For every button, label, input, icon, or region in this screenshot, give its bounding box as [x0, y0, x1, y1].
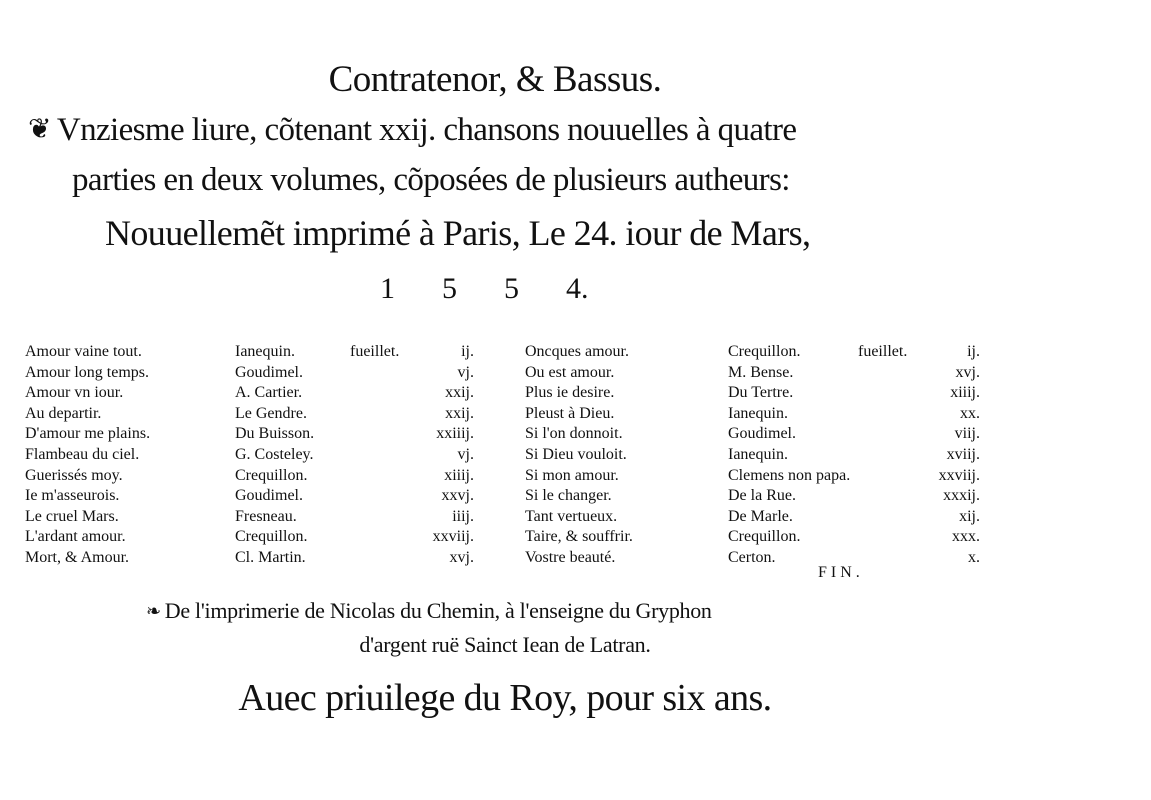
chanson-title: D'amour me plains.	[25, 425, 151, 443]
composer-name: Goudimel.	[728, 425, 796, 443]
chanson-title: Pleust à Dieu.	[525, 404, 615, 422]
folio-number: xiiij.	[444, 466, 474, 484]
folio-number: xxviij.	[432, 528, 474, 546]
folio-number: xxvj.	[441, 487, 474, 505]
folio-number: xxij.	[445, 384, 474, 402]
chanson-title: L'ardant amour.	[25, 528, 126, 546]
year-digit: 1	[380, 272, 395, 305]
folio-number: ij.	[967, 343, 980, 360]
toc-row	[0, 445, 1151, 465]
composer-name: Ianequin.	[235, 343, 295, 360]
folio-number: iiij.	[452, 507, 474, 525]
composer-name: Crequillon.	[235, 466, 308, 484]
composer-name: Ianequin.	[728, 404, 788, 422]
composer-name: Le Gendre.	[235, 404, 307, 422]
voice-parts-heading: Contratenor, & Bassus.	[328, 59, 662, 100]
chanson-title: Amour vaine tout.	[25, 343, 142, 360]
toc-row	[0, 363, 1151, 383]
folio-number: x.	[968, 549, 980, 566]
folio-number: xviij.	[946, 446, 980, 463]
chanson-title: Ie m'asseurois.	[25, 487, 120, 505]
composer-name: Ianequin.	[728, 446, 788, 463]
fleuron-ornament-icon: ❦	[28, 114, 51, 145]
toc-row	[0, 342, 1151, 362]
chanson-title: Au departir.	[25, 404, 102, 422]
composer-name: De Marle.	[728, 507, 793, 525]
toc-row	[0, 404, 1151, 424]
composer-name: Crequillon.	[728, 343, 801, 360]
folio-number: ij.	[461, 343, 474, 360]
composer-name: De la Rue.	[728, 487, 796, 505]
fueillet-label: fueillet.	[350, 343, 400, 360]
chanson-title: Amour vn iour.	[25, 384, 124, 402]
folio-number: xvj.	[955, 363, 980, 381]
chanson-title: Taire, & souffrir.	[525, 528, 633, 546]
chanson-title: Plus ie desire.	[525, 384, 615, 402]
toc-row	[0, 424, 1151, 444]
toc-row	[0, 548, 1151, 568]
chanson-title: Ou est amour.	[525, 363, 615, 381]
chanson-title: Si l'on donnoit.	[525, 425, 623, 443]
toc-row	[0, 466, 1151, 486]
composer-name: Crequillon.	[728, 528, 801, 546]
toc-row	[0, 507, 1151, 527]
chanson-title: Flambeau du ciel.	[25, 446, 140, 463]
title-line-1	[28, 112, 796, 149]
publication-year	[380, 272, 628, 306]
folio-number: xij.	[959, 507, 980, 525]
composer-name: Du Buisson.	[235, 425, 315, 443]
folio-number: xx.	[960, 404, 980, 422]
composer-name: Certon.	[728, 549, 776, 566]
folio-number: xxiiij.	[436, 425, 474, 443]
chanson-title: Tant vertueux.	[525, 507, 618, 525]
fueillet-label: fueillet.	[858, 343, 908, 360]
year-digit: 4.	[566, 272, 589, 305]
year-digit: 5	[442, 272, 457, 305]
chanson-title: Vostre beauté.	[525, 549, 616, 566]
composer-name: A. Cartier.	[235, 384, 303, 402]
composer-name: G. Costeley.	[235, 446, 314, 463]
year-digit: 5	[504, 272, 519, 305]
toc-row	[0, 527, 1151, 547]
title-line-2: parties en deux volumes, cõposées de plusieurs autheurs:	[72, 162, 790, 198]
composer-name: Crequillon.	[235, 528, 308, 546]
composer-name: Du Tertre.	[728, 384, 794, 402]
chanson-title: Si mon amour.	[525, 466, 619, 484]
imprint-line-2: d'argent ruë Sainct Iean de Latran.	[359, 632, 651, 657]
chanson-title: Si le changer.	[525, 487, 612, 505]
composer-name: M. Bense.	[728, 363, 794, 381]
folio-number: vj.	[457, 446, 474, 463]
toc-row	[0, 486, 1151, 506]
title-line-1-text: Vnziesme liure, cõtenant xxij. chansons nouuelles à quatre	[56, 112, 797, 148]
folio-number: xvj.	[449, 549, 474, 566]
composer-name: Clemens non papa.	[728, 466, 851, 484]
composer-name: Goudimel.	[235, 487, 303, 505]
toc-row	[0, 383, 1151, 403]
chanson-title: Oncques amour.	[525, 343, 629, 360]
composer-name: Fresneau.	[235, 507, 297, 525]
folio-number: vj.	[457, 363, 474, 381]
chanson-title: Le cruel Mars.	[25, 507, 119, 525]
folio-number: xxxij.	[943, 487, 980, 505]
composer-name: Goudimel.	[235, 363, 303, 381]
folio-number: viij.	[954, 425, 980, 443]
royal-privilege: Auec priuilege du Roy, pour six ans.	[238, 677, 772, 719]
fleuron-ornament-icon: ❧	[146, 601, 161, 621]
chanson-title: Si Dieu vouloit.	[525, 446, 627, 463]
chanson-title: Amour long temps.	[25, 363, 149, 381]
title-line-3: Nouuellemẽt imprimé à Paris, Le 24. iour de Mars,	[105, 213, 811, 253]
fin-mark: FIN.	[818, 564, 864, 581]
imprint-line-1-text: De l'imprimerie de Nicolas du Chemin, à l'enseigne du Gryphon	[164, 598, 712, 623]
chanson-title: Mort, & Amour.	[25, 549, 130, 566]
composer-name: Cl. Martin.	[235, 549, 306, 566]
folio-number: xxij.	[445, 404, 474, 422]
folio-number: xiiij.	[950, 384, 980, 402]
chanson-title: Guerissés moy.	[25, 466, 123, 484]
folio-number: xxx.	[952, 528, 980, 546]
folio-number: xxviij.	[938, 466, 980, 484]
imprint-line-1	[146, 598, 712, 624]
